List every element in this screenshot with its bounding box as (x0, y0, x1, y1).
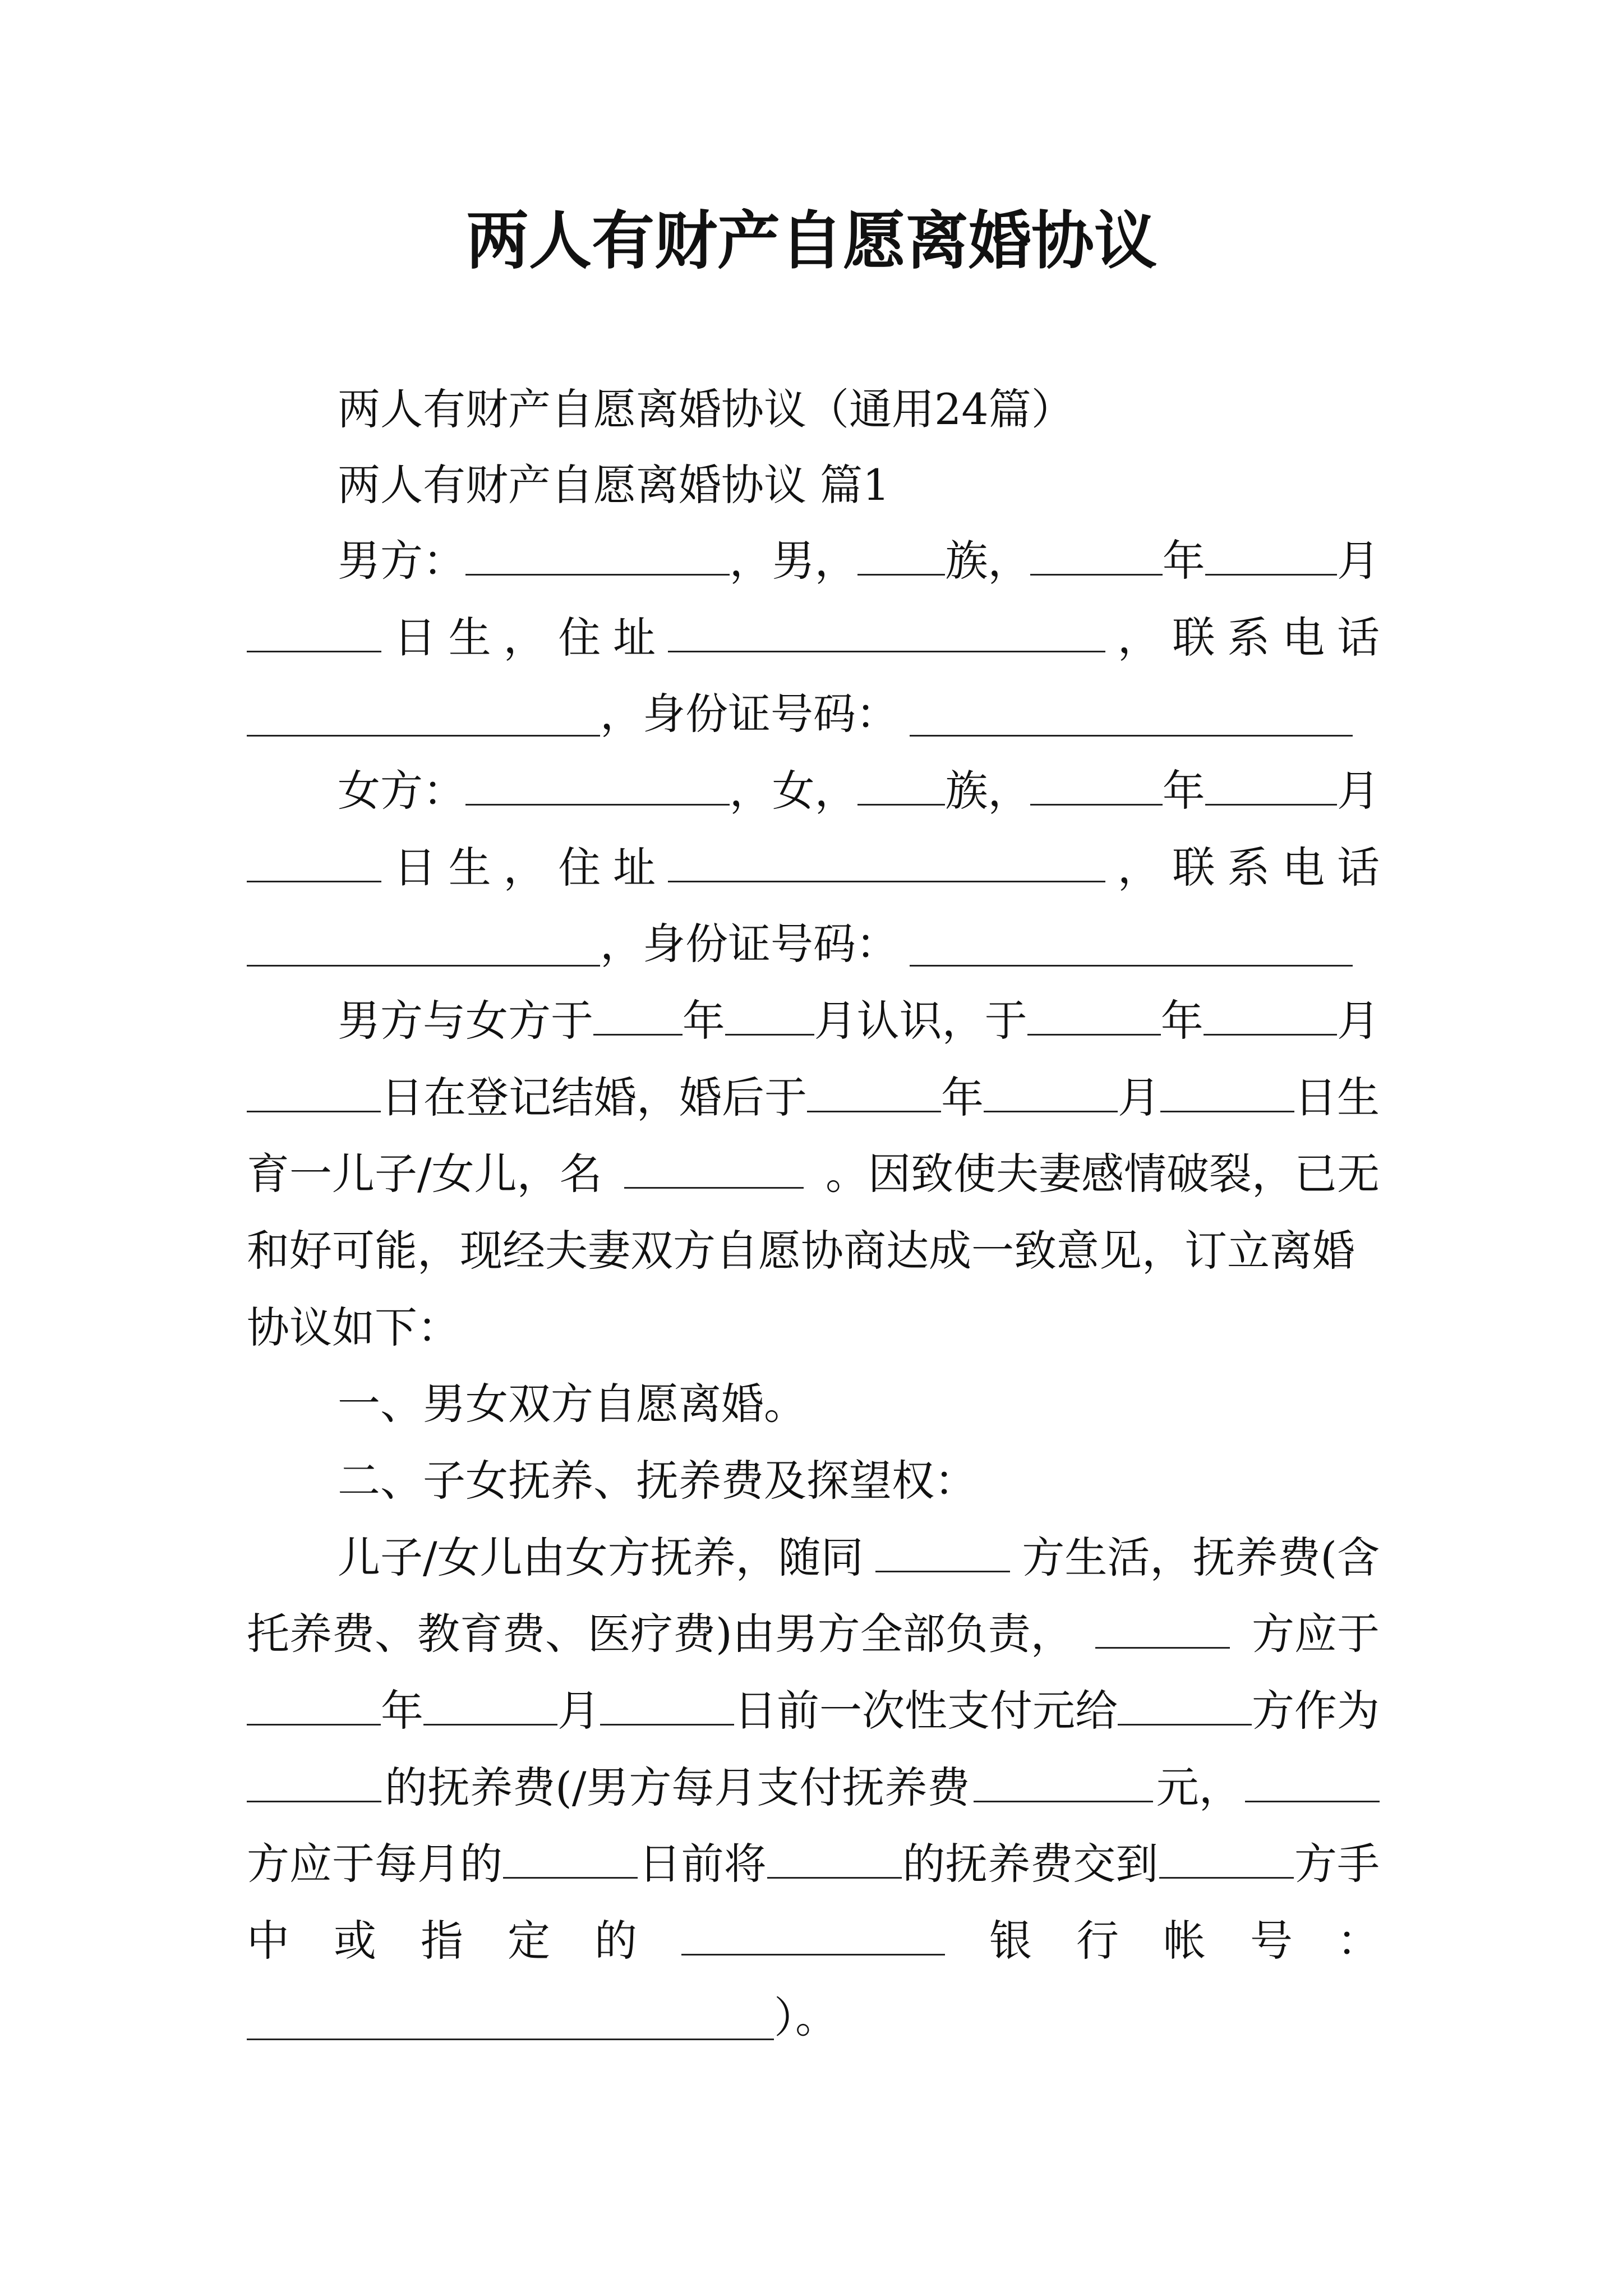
text-segment: 住 (558, 843, 601, 892)
text-segment: 日生 (1294, 1073, 1380, 1122)
text-segment: 联 (1172, 843, 1215, 892)
text-segment: 族， (945, 766, 1031, 816)
text-segment: 年 (1162, 766, 1205, 816)
blank-field (857, 530, 946, 576)
blank-field (974, 1757, 1153, 1802)
blank-field (247, 1757, 381, 1802)
text-segment: 方生活，抚养费(含 (1022, 1533, 1380, 1582)
text-segment: 话 (1336, 613, 1380, 662)
blank-field (1205, 760, 1337, 806)
text-segment: ： (1337, 1916, 1380, 1966)
marriage-line-5: 协议如下： (247, 1303, 460, 1352)
marriage-line-1 (247, 979, 1380, 1063)
blank-field (247, 1995, 774, 2040)
document-subtitle: 两人有财产自愿离婚协议（通用24篇） (338, 384, 1074, 434)
female-party-line-2 (247, 826, 1380, 910)
custody-line-4 (247, 1746, 1380, 1830)
text-segment: 址 (613, 613, 656, 662)
text-segment: 中 (247, 1916, 289, 1966)
text-segment: ）。 (774, 1993, 838, 2042)
text-segment: 系 (1227, 843, 1270, 892)
text-segment: 定 (508, 1916, 550, 1966)
blank-field (767, 1833, 902, 1879)
text-segment: 方应于 (1252, 1609, 1380, 1659)
male-party-line-2 (247, 596, 1380, 680)
text-segment: 帐 (1163, 1916, 1206, 1966)
clause-2: 二、子女抚养、抚养费及探望权： (338, 1456, 977, 1506)
text-segment: 生 (448, 843, 491, 892)
text-segment: 女方： (338, 766, 465, 816)
blank-field (1159, 1833, 1294, 1879)
clause-1: 一、男女双方自愿离婚。 (338, 1379, 806, 1429)
text-segment: 族， (945, 536, 1031, 586)
text-segment: 住 (558, 613, 601, 662)
text-segment: 银 (989, 1916, 1032, 1966)
text-segment: ， (503, 843, 546, 892)
blank-field (247, 691, 600, 737)
text-segment: 指 (421, 1916, 463, 1966)
text-segment: 系 (1227, 613, 1270, 662)
text-segment: 的 (594, 1916, 637, 1966)
text-segment: 月 (1337, 536, 1380, 586)
blank-field (984, 1067, 1118, 1112)
male-party-line-1 (247, 519, 1380, 603)
text-segment: ，男， (729, 536, 857, 586)
custody-line-3 (247, 1669, 1380, 1753)
text-segment: 托养费、教育费、医疗费)由男方全部负责， (247, 1609, 1073, 1659)
blank-field (1030, 760, 1162, 806)
blank-field (875, 1527, 1010, 1572)
female-party-line-1 (247, 749, 1380, 833)
marriage-line-2 (247, 1056, 1380, 1140)
blank-field (681, 1910, 945, 1955)
text-segment: 年 (941, 1073, 984, 1122)
text-segment: 元， (1156, 1763, 1242, 1812)
blank-field (668, 607, 1105, 652)
text-segment: 年 (1162, 536, 1205, 586)
text-segment: 月 (1337, 996, 1380, 1046)
female-party-line-3 (247, 902, 1380, 986)
blank-field (1095, 1603, 1230, 1649)
blank-field (857, 760, 946, 806)
blank-field (247, 837, 381, 882)
blank-field (1245, 1757, 1380, 1802)
custody-line-1 (247, 1516, 1380, 1600)
text-segment: 日在登记结婚，婚后于 (381, 1073, 807, 1122)
text-segment: 育一儿子/女儿，名 (247, 1149, 602, 1199)
blank-field (668, 837, 1105, 882)
text-segment: 月 (1118, 1073, 1160, 1122)
custody-line-2 (247, 1592, 1380, 1676)
male-party-line-3 (247, 672, 1380, 756)
blank-field (1030, 530, 1162, 576)
blank-field (247, 607, 381, 652)
text-segment: 男方： (338, 536, 465, 586)
blank-field (910, 691, 1353, 737)
text-segment: 方作为 (1252, 1686, 1380, 1736)
text-segment: 行 (1076, 1916, 1119, 1966)
text-segment: 日 (393, 843, 436, 892)
blank-field (465, 760, 730, 806)
blank-field (593, 990, 683, 1036)
text-segment: 。因致使夫妻感情破裂，已无 (825, 1149, 1380, 1199)
text-segment: ， (1117, 843, 1160, 892)
blank-field (465, 530, 730, 576)
blank-field (247, 921, 600, 967)
text-segment: 的抚养费交到 (902, 1839, 1159, 1889)
text-segment: 生 (448, 613, 491, 662)
blank-field (1204, 990, 1337, 1036)
custody-line-6 (247, 1899, 1380, 1983)
blank-field (1160, 1067, 1294, 1112)
marriage-line-4: 和好可能，现经夫妻双方自愿协商达成一致意见，订立离婚 (247, 1226, 1355, 1276)
custody-line-7 (247, 1976, 1380, 2060)
text-segment: 联 (1172, 613, 1215, 662)
marriage-line-3 (247, 1132, 1380, 1216)
blank-field (624, 1143, 804, 1189)
text-segment: 月认识，于 (814, 996, 1027, 1046)
blank-field (1205, 530, 1337, 576)
text-segment: 电 (1282, 843, 1325, 892)
text-segment: 日前将 (638, 1839, 767, 1889)
text-segment: ， (503, 613, 546, 662)
text-segment: 年 (381, 1686, 423, 1736)
text-segment: ， (1117, 613, 1160, 662)
blank-field (1027, 990, 1161, 1036)
text-segment: 话 (1336, 843, 1380, 892)
text-segment: 日 (393, 613, 436, 662)
text-segment: 方应于每月的 (247, 1839, 502, 1889)
text-segment: 儿子/女儿由女方抚养，随同 (338, 1533, 864, 1582)
text-segment: 年 (1160, 996, 1204, 1046)
text-segment: 年 (682, 996, 725, 1046)
custody-line-5 (247, 1822, 1380, 1906)
blank-field (247, 1067, 381, 1112)
text-segment: 日前一次性支付元给 (734, 1686, 1118, 1736)
text-segment: 电 (1282, 613, 1325, 662)
text-segment: 月 (557, 1686, 600, 1736)
text-segment: ，身份证号码： (600, 919, 898, 969)
text-segment: 址 (613, 843, 656, 892)
text-segment: 或 (334, 1916, 376, 1966)
text-segment: ，女， (729, 766, 857, 816)
text-segment: 方手 (1294, 1839, 1380, 1889)
document-title: 两人有财产自愿离婚协议 (466, 205, 1157, 278)
text-segment: 号 (1250, 1916, 1293, 1966)
text-segment: ，身份证号码： (600, 689, 898, 739)
blank-field (910, 921, 1353, 967)
blank-field (503, 1833, 638, 1879)
part-heading: 两人有财产自愿离婚协议 篇1 (338, 460, 890, 510)
blank-field (423, 1680, 557, 1726)
blank-field (247, 1680, 381, 1726)
text-segment: 的抚养费(/男方每月支付抚养费 (385, 1763, 970, 1812)
text-segment: 月 (1337, 766, 1380, 816)
blank-field (807, 1067, 941, 1112)
text-segment: 男方与女方于 (338, 996, 593, 1046)
blank-field (725, 990, 814, 1036)
blank-field (600, 1680, 734, 1726)
blank-field (1118, 1680, 1252, 1726)
